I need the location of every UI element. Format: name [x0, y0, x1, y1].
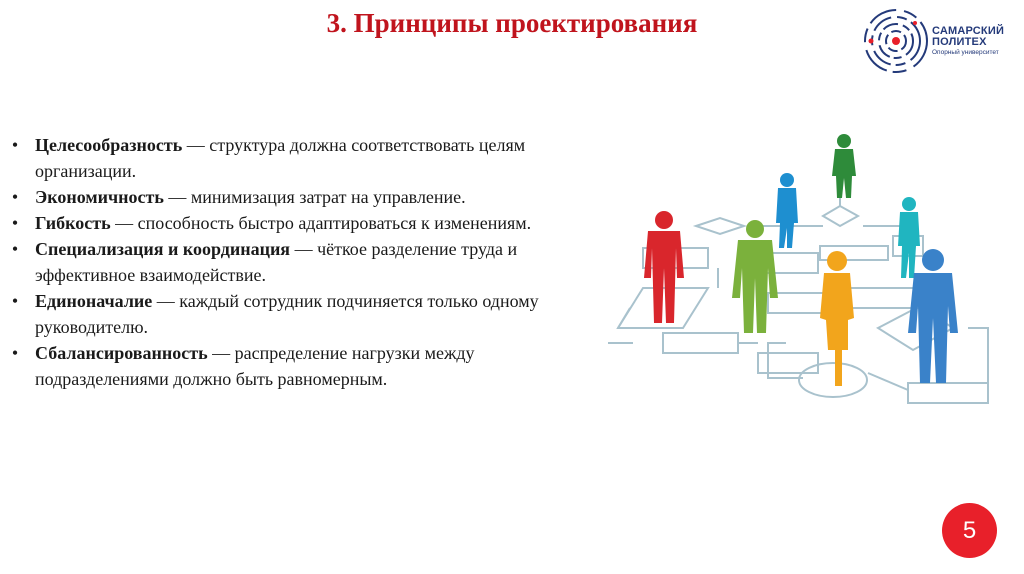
page-number-badge: 5 — [942, 503, 997, 558]
bullet-mark: • — [11, 135, 19, 155]
person-green — [732, 220, 778, 333]
person-red — [644, 211, 684, 323]
list-item — [8, 288, 598, 340]
logo-line2: ПОЛИТЕХ — [932, 36, 987, 48]
bullet-term: Целесообразность — [35, 135, 183, 155]
principles-list — [8, 132, 598, 392]
list-item — [8, 132, 598, 184]
person-teal — [898, 197, 920, 278]
logo-line1: САМАРСКИЙ — [932, 25, 1005, 37]
bullet-term: Экономичность — [35, 187, 164, 207]
bullet-mark: • — [11, 291, 19, 311]
bullet-text: — минимизация затрат на управление. — [163, 187, 466, 207]
logo-line3: Опорный университет — [932, 49, 999, 56]
bullet-text: — чёткое разделение труда и эффективное взаимодействие. — [35, 239, 518, 285]
bullet-mark: • — [11, 239, 19, 259]
bullet-term: Единоначалие — [35, 291, 153, 311]
bullet-mark: • — [11, 343, 19, 363]
bullet-text: — способность быстро адаптироваться к изменениям. — [110, 213, 532, 233]
bullet-mark: • — [11, 187, 19, 207]
bullet-mark: • — [11, 213, 19, 233]
person-blue-large — [908, 249, 958, 383]
bullet-text: — структура должна соответствовать целям организации. — [35, 135, 526, 181]
bullet-text: — каждый сотрудник подчиняется только одному руководителю. — [35, 291, 539, 337]
list-item — [8, 236, 598, 288]
list-item — [8, 340, 598, 392]
bullet-term: Сбалансированность — [35, 343, 208, 363]
people-flowchart-icon — [608, 128, 1008, 413]
samara-polytech-logo — [860, 4, 1010, 78]
logo-emblem-icon — [860, 4, 932, 78]
list-item — [8, 184, 598, 210]
person-blue-small — [776, 173, 798, 248]
person-darkgreen — [832, 134, 856, 198]
bullet-term: Гибкость — [35, 213, 111, 233]
bullet-text: — распределение нагрузки между подразделениями должно быть равномерным. — [35, 343, 475, 389]
bullet-term: Специализация и координация — [35, 239, 291, 259]
slide-title: 3. Принципы проектирования — [326, 8, 698, 38]
list-item — [8, 210, 598, 236]
